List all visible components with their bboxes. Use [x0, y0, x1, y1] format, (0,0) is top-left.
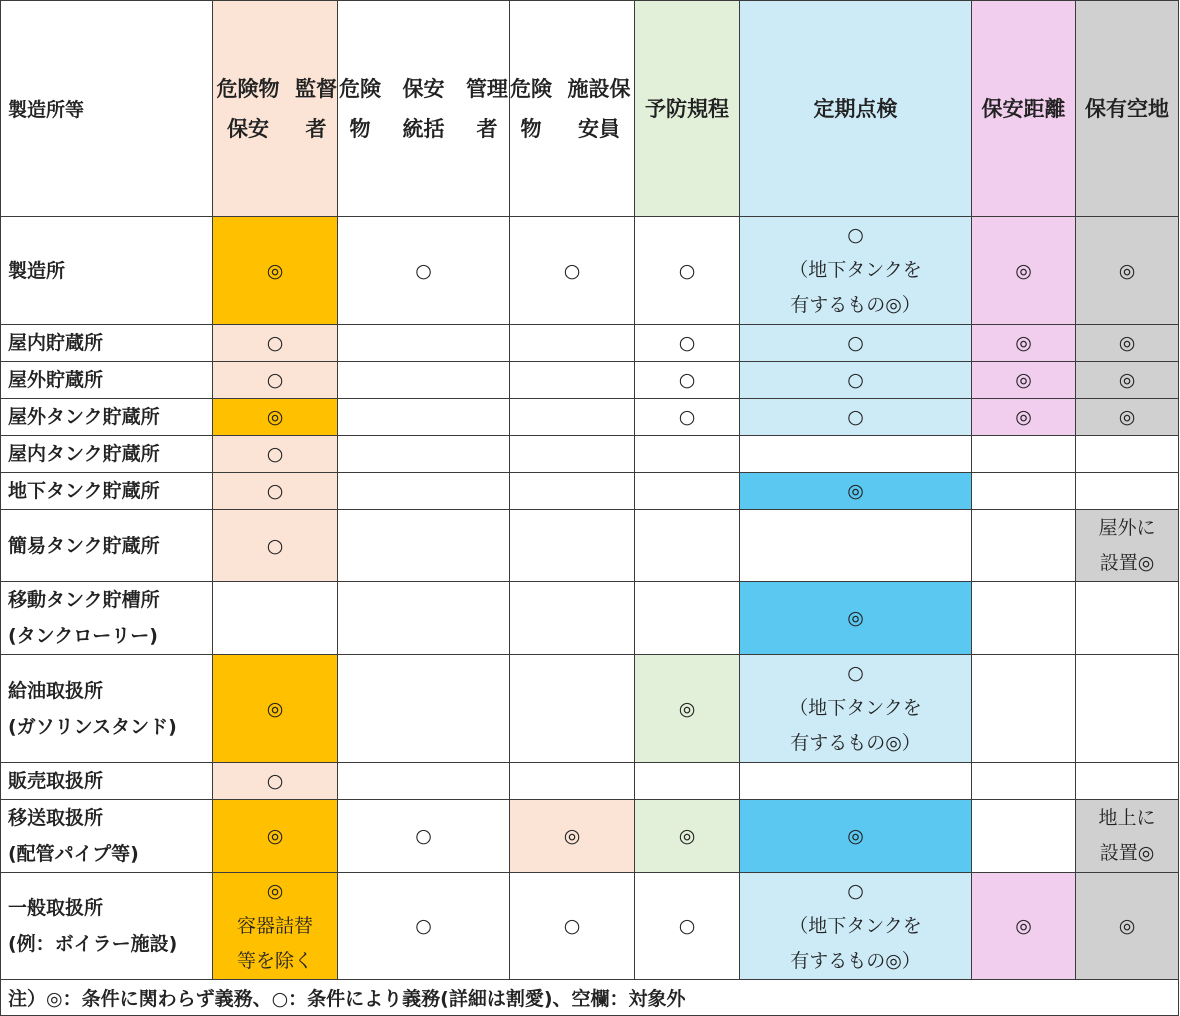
- obligation-cell: [338, 362, 510, 399]
- obligation-cell-line: （地下タンクを: [789, 697, 922, 719]
- obligation-cell-line: 設置◎: [1099, 551, 1155, 574]
- obligation-cell: [972, 582, 1076, 655]
- facility-label: [1, 582, 213, 655]
- obligation-cell-line: 等を除く: [236, 949, 313, 972]
- header-row: [1, 1, 1179, 217]
- facility-label-line: 販売取扱所: [8, 770, 104, 792]
- facility-label-line: 屋外タンク貯蔵所: [8, 406, 160, 428]
- obligation-cell: ○: [213, 325, 338, 362]
- facility-label-line: 屋内タンク貯蔵所: [8, 443, 160, 465]
- obligation-cell: ◎: [740, 582, 972, 655]
- obligation-cell: ○: [338, 800, 510, 873]
- table-row: [1, 763, 1179, 800]
- facility-label-line: 移送取扱所: [8, 807, 104, 829]
- facility-label-line: 製造所: [8, 259, 66, 282]
- column-header: [740, 1, 972, 217]
- obligation-cell: ◎: [213, 655, 338, 763]
- obligation-cell: ○: [740, 362, 972, 399]
- obligation-cell: ◎: [635, 655, 740, 763]
- obligation-cell: [510, 582, 635, 655]
- obligation-cell: [338, 763, 510, 800]
- obligation-cell: [1076, 473, 1179, 510]
- obligation-cell: ◎: [635, 800, 740, 873]
- facility-label: [1, 510, 213, 582]
- table-row: [1, 399, 1179, 436]
- obligation-cell: ○: [635, 325, 740, 362]
- facility-label-line: (配管パイプ等): [8, 843, 139, 865]
- obligation-cell: [1076, 655, 1179, 763]
- obligation-cell: [740, 873, 972, 980]
- obligation-cell: [213, 873, 338, 980]
- obligation-cell: [635, 510, 740, 582]
- column-header: [1076, 1, 1179, 217]
- obligation-cell: [510, 436, 635, 473]
- obligation-cell: [510, 325, 635, 362]
- obligation-cell: ◎: [972, 362, 1076, 399]
- obligation-cell: [972, 655, 1076, 763]
- table-row: [1, 436, 1179, 473]
- table-row: [1, 655, 1179, 763]
- obligation-cell: ○: [635, 873, 740, 980]
- obligation-cell: [740, 510, 972, 582]
- facility-label: [1, 436, 213, 473]
- facility-label: [1, 873, 213, 980]
- obligation-cell: [338, 655, 510, 763]
- facility-label-line: 屋外貯蔵所: [8, 369, 104, 391]
- facility-label-line: (例：ボイラー施設): [8, 933, 178, 955]
- obligation-cell-line: ○: [847, 662, 864, 684]
- facility-label: [1, 399, 213, 436]
- obligation-cell: [510, 399, 635, 436]
- obligation-cell: [1076, 582, 1179, 655]
- obligation-cell: ◎: [972, 399, 1076, 436]
- obligation-cell: ○: [213, 473, 338, 510]
- column-header: [213, 1, 338, 217]
- facility-label: [1, 800, 213, 873]
- obligation-cell: ◎: [510, 800, 635, 873]
- obligation-cell-line: ○: [847, 224, 864, 246]
- obligation-cell: [972, 763, 1076, 800]
- obligation-cell: ◎: [972, 217, 1076, 325]
- obligation-cell: [510, 655, 635, 763]
- obligation-cell: [1076, 510, 1179, 582]
- obligation-cell: ◎: [213, 399, 338, 436]
- obligation-cell: [338, 582, 510, 655]
- obligation-cell: ◎: [740, 800, 972, 873]
- obligation-cell: [972, 436, 1076, 473]
- facility-label: [1, 473, 213, 510]
- obligation-cell: ◎: [213, 800, 338, 873]
- facility-label: [1, 217, 213, 325]
- facility-label: [1, 655, 213, 763]
- facility-label-line: 給油取扱所: [8, 679, 104, 702]
- table-row: [1, 800, 1179, 873]
- column-header-text: 危険物: [510, 76, 552, 141]
- obligation-cell: [510, 763, 635, 800]
- column-header-text: 保安統括: [402, 76, 445, 141]
- facility-label-line: 移動タンク貯槽所: [8, 589, 160, 611]
- obligation-cell-line: ◎: [266, 879, 284, 902]
- obligation-cell: ○: [213, 362, 338, 399]
- obligation-cell: ○: [338, 873, 510, 980]
- obligation-cell: [213, 582, 338, 655]
- obligation-cell: [338, 399, 510, 436]
- table-row: [1, 217, 1179, 325]
- column-header-text: 危険物: [339, 76, 382, 141]
- column-header-text: 保有空地: [1085, 96, 1169, 121]
- column-header-text: 保安距離: [981, 96, 1066, 121]
- obligation-cell: ◎: [972, 325, 1076, 362]
- obligation-cell: [972, 800, 1076, 873]
- facility-label-line: 屋内貯蔵所: [8, 332, 104, 354]
- table-row: [1, 325, 1179, 362]
- obligation-cell: [972, 510, 1076, 582]
- obligation-cell: [972, 473, 1076, 510]
- legend-note: 注）◎：条件に関わらず義務、○：条件により義務(詳細は割愛)、空欄：対象外: [1, 980, 1179, 1016]
- facility-label-line: (ガソリンスタンド): [8, 715, 177, 738]
- obligation-cell: [510, 473, 635, 510]
- facility-label-line: 一般取扱所: [8, 897, 104, 919]
- obligation-cell: ◎: [213, 217, 338, 325]
- facility-label-line: 地下タンク貯蔵所: [8, 480, 160, 502]
- obligation-cell: ○: [635, 217, 740, 325]
- obligation-cell: ○: [740, 325, 972, 362]
- obligation-cell: [1076, 800, 1179, 873]
- obligation-cell: [740, 217, 972, 325]
- obligation-cell-line: （地下タンクを: [789, 259, 922, 281]
- obligation-cell-line: 有するもの◎）: [790, 294, 921, 316]
- obligation-cell: [740, 436, 972, 473]
- column-header-text: 監督者: [295, 76, 337, 141]
- obligation-cell: [510, 510, 635, 582]
- obligation-cell: [740, 655, 972, 763]
- obligation-cell-line: 設置◎: [1099, 842, 1155, 864]
- obligation-cell: ◎: [1076, 873, 1179, 980]
- table-row: [1, 582, 1179, 655]
- obligation-cell-line: 地上に: [1098, 807, 1156, 829]
- obligation-cell: [338, 436, 510, 473]
- column-header: [338, 1, 510, 217]
- column-header: [510, 1, 635, 217]
- obligation-cell: [338, 325, 510, 362]
- column-header: [972, 1, 1076, 217]
- obligation-cell: [635, 763, 740, 800]
- obligation-cell-line: 有するもの◎）: [790, 949, 921, 972]
- obligation-cell: ○: [213, 510, 338, 582]
- obligation-cell: [510, 362, 635, 399]
- column-header-text: 予防規程: [645, 96, 729, 121]
- obligation-cell: ○: [635, 399, 740, 436]
- obligation-cell-line: 屋外に: [1098, 516, 1156, 539]
- header-corner: 製造所等: [1, 1, 213, 217]
- obligation-cell: ○: [740, 399, 972, 436]
- table-row: [1, 362, 1179, 399]
- obligation-cell: [635, 436, 740, 473]
- obligation-cell: ◎: [1076, 217, 1179, 325]
- facility-label-line: (タンクローリー): [8, 625, 158, 647]
- obligation-cell: ○: [635, 362, 740, 399]
- obligation-cell: ○: [338, 217, 510, 325]
- obligation-cell: ◎: [1076, 362, 1179, 399]
- table-row: [1, 473, 1179, 510]
- obligation-cell: [740, 763, 972, 800]
- table-row: [1, 873, 1179, 980]
- column-header-text: 管理者: [465, 76, 508, 141]
- obligation-cell: [1076, 763, 1179, 800]
- facility-label: [1, 763, 213, 800]
- obligation-cell-line: 有するもの◎）: [790, 732, 921, 754]
- column-header: [635, 1, 740, 217]
- note-row: [1, 980, 1179, 1016]
- obligation-cell: [338, 510, 510, 582]
- obligation-cell: ◎: [1076, 325, 1179, 362]
- obligation-cell: ◎: [972, 873, 1076, 980]
- obligation-cell: [635, 473, 740, 510]
- obligation-cell: ◎: [740, 473, 972, 510]
- obligation-cell-line: ○: [847, 879, 864, 902]
- facility-label: [1, 362, 213, 399]
- facility-label-line: 簡易タンク貯蔵所: [8, 534, 160, 557]
- obligation-cell: [338, 473, 510, 510]
- facility-label: [1, 325, 213, 362]
- obligation-cell: ○: [213, 763, 338, 800]
- obligation-cell: [635, 582, 740, 655]
- obligation-cell: ○: [213, 436, 338, 473]
- obligation-cell: ○: [510, 217, 635, 325]
- column-header-text: 定期点検: [813, 96, 898, 121]
- obligation-cell: ◎: [1076, 399, 1179, 436]
- column-header-text: 危険物保安: [216, 76, 280, 141]
- obligation-cell-line: 容器詰替: [236, 914, 313, 937]
- obligation-cell: ○: [510, 873, 635, 980]
- table-row: [1, 510, 1179, 582]
- column-header-text: 施設保安員: [567, 76, 631, 141]
- obligation-cell-line: （地下タンクを: [789, 914, 922, 937]
- obligation-cell: [1076, 436, 1179, 473]
